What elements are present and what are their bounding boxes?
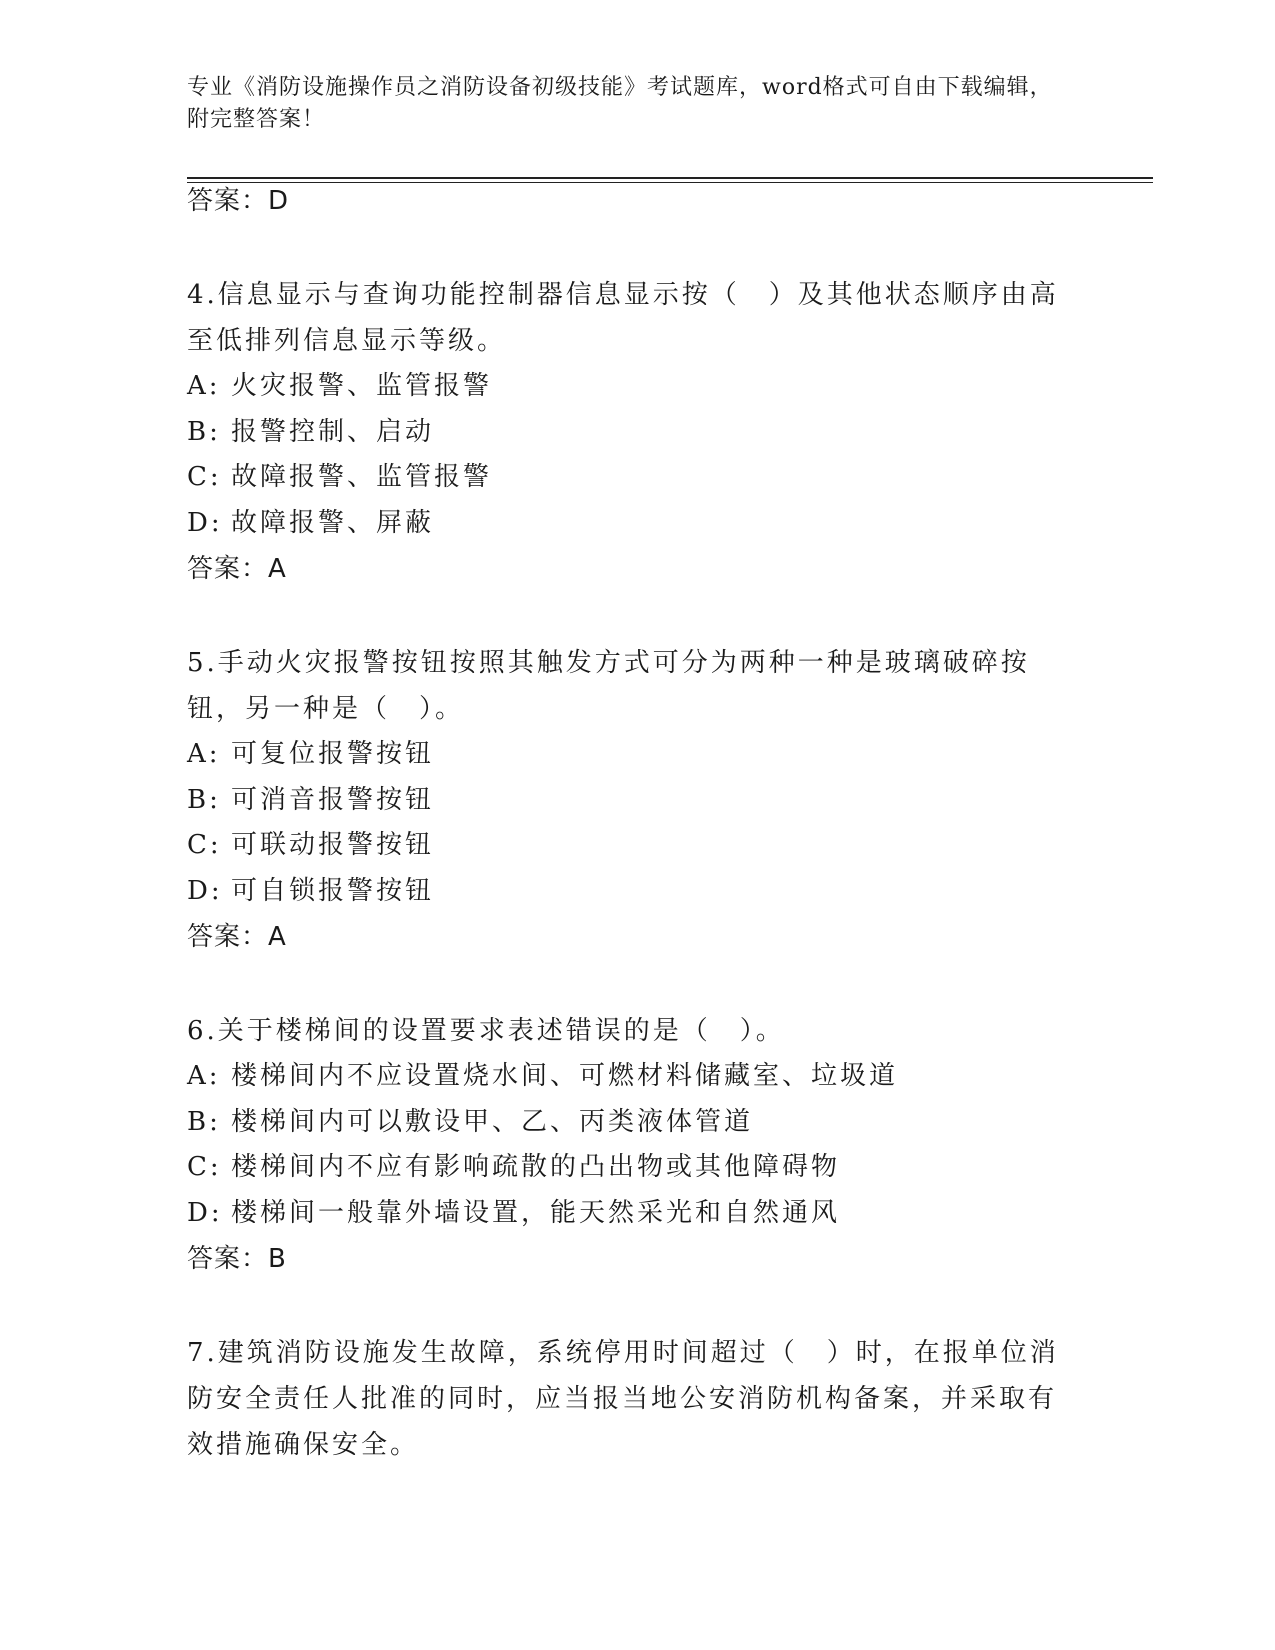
option-letter: A: [187,1061,221,1091]
option-text: 楼梯间一般靠外墙设置，能天然采光和自然通风 [231,1197,841,1228]
answer: 答案：A [187,922,287,952]
question-7 [187,1330,1067,1468]
question-text: 4.信息显示与查询功能控制器信息显示按（ ）及其他状态顺序由高至低排列信息显示等级。 [187,280,1059,356]
document-header: 专业《消防设施操作员之消防设备初级技能》考试题库，word格式可自由下载编辑，附完整答案！ [187,75,1053,132]
question-text: 6.关于楼梯间的设置要求表述错误的是（ ）。 [187,1016,785,1046]
option-text: 可消音报警按钮 [231,784,435,815]
option-letter: D: [187,507,223,538]
option-c [187,823,1067,869]
option-letter: B: [187,1106,221,1137]
option-a [187,1054,1067,1100]
question-text: 7.建筑消防设施发生故障，系统停用时间超过（ ）时，在报单位消防安全责任人批准的同时，应当报当地公安消防机构备案，并采取有效措施确保安全。 [187,1338,1059,1460]
option-text: 可复位报警按钮 [231,739,435,769]
option-a [187,732,1067,778]
option-letter: B: [187,416,221,447]
option-letter: C: [187,1152,222,1182]
option-text: 故障报警、屏蔽 [231,507,435,538]
option-c [187,455,1067,501]
option-text: 可联动报警按钮 [231,830,435,860]
option-letter: C: [187,830,222,860]
option-text: 楼梯间内不应设置烧水间、可燃材料储藏室、垃圾道 [231,1061,899,1091]
answer: 答案：A [187,554,287,584]
question-text: 5.手动火灾报警按钮按照其触发方式可分为两种一种是玻璃破碎按钮，另一种是（ ）。 [187,648,1030,724]
option-letter: B: [187,784,221,815]
question-4 [187,272,1067,592]
option-a [187,364,1067,410]
option-text: 火灾报警、监管报警 [231,371,493,401]
option-c [187,1145,1067,1191]
option-letter: D: [187,875,223,906]
option-text: 故障报警、监管报警 [231,462,493,492]
question-5 [187,640,1067,960]
answer: 答案：B [187,1244,287,1274]
header-rule-thin [187,182,1153,183]
option-d [187,1191,1067,1237]
option-d [187,869,1067,915]
option-text: 楼梯间内不应有影响疏散的凸出物或其他障碍物 [231,1152,841,1182]
option-b [187,778,1067,824]
previous-answer: 答案：D [187,186,290,216]
option-text: 报警控制、启动 [231,416,435,447]
option-d [187,501,1067,547]
option-b [187,410,1067,456]
option-letter: A: [187,739,221,769]
option-text: 可自锁报警按钮 [231,875,435,906]
question-6 [187,1008,1067,1282]
option-letter: D: [187,1197,223,1228]
option-text: 楼梯间内可以敷设甲、乙、丙类液体管道 [231,1106,754,1137]
header-rule-thick [187,177,1153,179]
option-letter: A: [187,371,221,401]
option-b [187,1100,1067,1146]
option-letter: C: [187,462,222,492]
